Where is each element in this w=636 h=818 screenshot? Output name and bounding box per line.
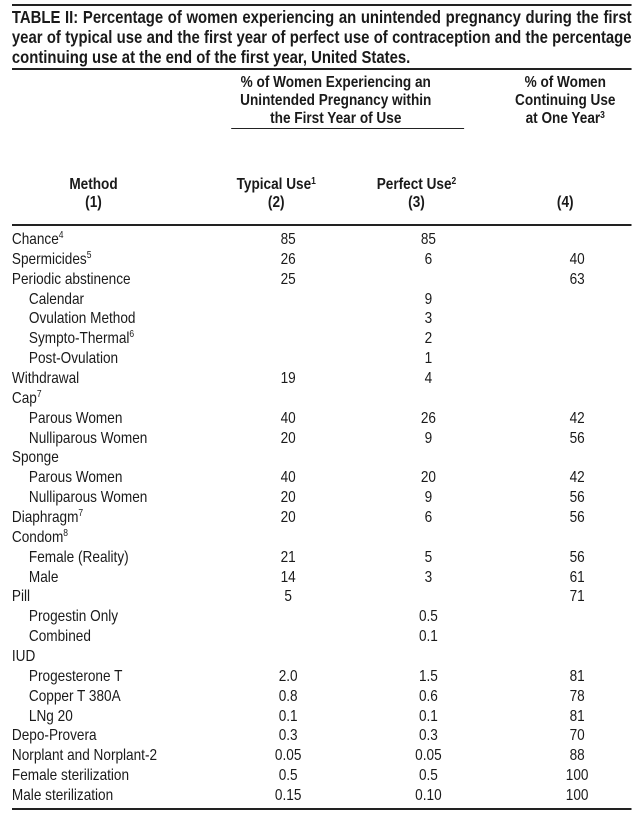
method-cell <box>29 687 121 707</box>
continuing-use-cell: 78 <box>569 687 585 705</box>
typical-use-cell: 0.15 <box>274 787 302 805</box>
perfect-use-cell: 85 <box>420 231 436 248</box>
table-row <box>12 389 632 409</box>
method-cell <box>29 409 122 429</box>
header-line: % of Women Experiencing an <box>240 74 431 91</box>
perfect-use-cell: 1.5 <box>418 667 438 685</box>
method-cell <box>29 468 122 488</box>
column-number: (4) <box>556 194 574 211</box>
table-row <box>12 349 632 369</box>
table-row <box>12 548 632 568</box>
header-line: the First Year of Use <box>270 110 402 127</box>
method-cell <box>29 329 134 349</box>
perfect-use-header <box>357 176 476 212</box>
method-name: Progestin Only <box>28 608 119 626</box>
method-cell <box>29 290 84 310</box>
method-name: Sponge <box>11 449 59 467</box>
table-row <box>12 528 632 548</box>
table-row <box>12 587 632 607</box>
perfect-use-cell: 1 <box>424 350 433 368</box>
method-name: Progesterone T <box>28 667 123 685</box>
typical-use-header <box>217 176 336 212</box>
table-body <box>12 230 632 806</box>
table-row <box>12 488 632 508</box>
footnote-marker: 7 <box>78 508 84 520</box>
header-line: Continuing Use <box>515 92 616 109</box>
table-row <box>12 746 632 766</box>
method-name: Norplant and Norplant-2 <box>11 747 158 765</box>
continuing-use-cell: 70 <box>569 727 585 745</box>
perfect-use-cell: 0.10 <box>415 787 442 805</box>
table-row <box>12 707 632 727</box>
method-name: Condom <box>11 528 64 546</box>
continuing-use-cell: 81 <box>569 667 585 685</box>
method-header <box>34 176 153 212</box>
table-row <box>12 429 632 449</box>
table-row <box>12 329 632 349</box>
continuing-use-cell: 42 <box>569 469 585 487</box>
method-name: Periodic abstinence <box>11 270 131 288</box>
table-row <box>12 270 632 290</box>
perfect-use-cell: 6 <box>424 509 433 527</box>
pregnancy-group-header <box>221 74 451 128</box>
table-row <box>12 627 632 647</box>
method-name: LNg 20 <box>28 707 73 725</box>
method-name: Spermicides <box>11 250 87 268</box>
perfect-use-cell: 0.3 <box>418 727 438 745</box>
typical-use-cell: 0.1 <box>278 707 298 725</box>
perfect-label: Perfect Use <box>376 176 452 193</box>
method-name: Parous Women <box>28 469 123 487</box>
method-name: Nulliparous Women <box>28 489 148 507</box>
continuing-use-cell: 81 <box>569 707 585 725</box>
typical-use-cell: 14 <box>280 568 296 586</box>
perfect-use-cell: 5 <box>424 548 433 566</box>
typical-use-cell: 40 <box>280 409 296 427</box>
table-row <box>12 448 632 468</box>
method-name: Sympto-Thermal <box>28 330 130 348</box>
header-line: % of Women <box>524 74 606 91</box>
perfect-use-cell: 0.1 <box>418 628 438 646</box>
typical-use-cell: 20 <box>280 429 296 447</box>
method-name: Post-Ovulation <box>28 350 119 368</box>
method-name: Parous Women <box>28 409 123 427</box>
method-name: Ovulation Method <box>28 310 136 328</box>
typical-use-cell: 19 <box>280 370 296 388</box>
column-number: (2) <box>267 194 285 211</box>
method-cell <box>29 568 58 588</box>
continuing-use-cell: 100 <box>565 767 589 785</box>
table-title: TABLE II: Percentage of women experiencing an unintended pregnancy during the first year of typical use and the first year of perfect use of contraception and the percentage continuing use at the end of the first year, United States. <box>11 7 632 67</box>
method-name: Combined <box>28 628 91 646</box>
continuing-use-cell: 42 <box>569 409 585 427</box>
continuing-header <box>506 194 625 212</box>
typical-use-cell: 0.05 <box>274 747 302 765</box>
table-row <box>12 369 632 389</box>
method-cell <box>29 429 147 449</box>
perfect-use-cell: 9 <box>424 290 433 308</box>
continuing-group-header <box>493 74 636 128</box>
continuing-use-cell: 88 <box>569 747 585 765</box>
method-name: Withdrawal <box>11 370 80 388</box>
method-name: IUD <box>11 648 36 666</box>
perfect-use-cell: 0.6 <box>418 687 438 705</box>
column-number: (1) <box>85 194 102 211</box>
continuing-use-cell: 100 <box>565 787 589 805</box>
method-cell <box>12 528 68 548</box>
footnote-marker: 6 <box>129 329 135 341</box>
table-row <box>12 647 632 667</box>
perfect-use-cell: 3 <box>424 568 433 586</box>
method-cell <box>12 389 42 409</box>
perfect-use-cell: 0.5 <box>418 767 438 785</box>
table-row <box>12 667 632 687</box>
perfect-use-cell: 20 <box>420 469 436 487</box>
method-cell <box>29 349 118 369</box>
method-name: Pill <box>11 588 31 606</box>
table-row <box>12 409 632 429</box>
typical-use-cell: 21 <box>280 548 296 566</box>
perfect-use-cell: 0.5 <box>418 608 438 626</box>
typical-use-cell: 2.0 <box>278 667 298 685</box>
method-cell <box>12 587 30 607</box>
continuing-use-cell: 40 <box>569 250 585 268</box>
continuing-use-cell: 63 <box>569 270 585 288</box>
table-row <box>12 250 632 270</box>
continuing-use-cell: 61 <box>569 568 585 586</box>
column-number: (3) <box>408 194 425 211</box>
table-row <box>12 230 632 250</box>
method-cell <box>12 448 59 468</box>
typical-use-cell: 20 <box>280 489 296 507</box>
perfect-use-cell: 6 <box>424 250 433 268</box>
table-row <box>12 786 632 806</box>
continuing-use-cell: 56 <box>569 509 585 527</box>
typical-use-cell: 20 <box>280 509 296 527</box>
method-cell <box>12 369 79 389</box>
title-rule <box>12 68 632 70</box>
method-cell <box>12 766 129 786</box>
method-cell <box>12 786 113 806</box>
typical-use-cell: 40 <box>280 469 296 487</box>
header-rule <box>12 224 632 226</box>
footnote-marker: 3 <box>600 110 605 121</box>
method-name: Female (Reality) <box>28 548 129 566</box>
continuing-use-cell: 56 <box>569 489 585 507</box>
group-underline <box>231 128 464 129</box>
footnote-marker: 2 <box>451 176 457 187</box>
continuing-use-cell: 56 <box>569 429 585 447</box>
method-name: Nulliparous Women <box>28 429 148 447</box>
perfect-use-cell: 0.1 <box>418 707 438 725</box>
method-cell <box>29 548 129 568</box>
method-cell <box>12 270 131 290</box>
perfect-use-cell: 3 <box>424 310 433 328</box>
footnote-marker: 1 <box>311 176 316 187</box>
method-cell <box>29 627 91 647</box>
typical-use-cell: 5 <box>284 588 292 606</box>
method-name: Cap <box>11 389 37 407</box>
method-cell <box>29 488 147 508</box>
method-cell <box>29 707 73 727</box>
method-cell <box>12 647 35 667</box>
header-line: Unintended Pregnancy within <box>240 92 432 109</box>
table-row <box>12 568 632 588</box>
header-line: at One Year <box>525 110 601 127</box>
typical-label: Typical Use <box>236 176 312 193</box>
table-row <box>12 309 632 329</box>
typical-use-cell: 26 <box>280 250 296 268</box>
footnote-marker: 5 <box>86 249 92 261</box>
typical-use-cell: 0.8 <box>278 687 298 705</box>
method-name: Male sterilization <box>11 787 114 805</box>
method-name: Diaphragm <box>11 509 79 527</box>
table-row <box>12 508 632 528</box>
method-cell <box>29 309 136 329</box>
footnote-marker: 4 <box>58 230 64 241</box>
method-cell <box>12 250 92 270</box>
table-row <box>12 726 632 746</box>
top-rule <box>12 4 632 6</box>
method-cell <box>12 508 83 528</box>
bottom-rule <box>12 808 632 810</box>
method-cell <box>12 726 97 746</box>
table-row <box>12 290 632 310</box>
footnote-marker: 8 <box>63 527 69 539</box>
typical-use-cell: 25 <box>280 270 296 288</box>
perfect-use-cell: 26 <box>420 409 436 427</box>
method-name: Female sterilization <box>11 767 130 785</box>
perfect-use-cell: 9 <box>424 489 433 507</box>
method-name: Depo-Provera <box>11 727 97 745</box>
table-row <box>12 468 632 488</box>
method-cell <box>12 746 157 766</box>
method-name: Chance <box>11 231 59 248</box>
continuing-use-cell: 71 <box>569 588 585 606</box>
table-row <box>12 687 632 707</box>
perfect-use-cell: 9 <box>424 429 433 447</box>
continuing-use-cell: 56 <box>569 548 585 566</box>
perfect-use-cell: 4 <box>424 370 433 388</box>
typical-use-cell: 0.3 <box>278 727 298 745</box>
method-name: Calendar <box>28 290 85 308</box>
method-label: Method <box>69 176 118 193</box>
typical-use-cell: 85 <box>280 231 296 248</box>
typical-use-cell: 0.5 <box>278 767 298 785</box>
method-cell <box>12 230 64 250</box>
footnote-marker: 7 <box>36 388 42 400</box>
method-cell <box>29 607 118 627</box>
table-row <box>12 766 632 786</box>
table-row <box>12 607 632 627</box>
perfect-use-cell: 0.05 <box>415 747 442 765</box>
method-name: Male <box>28 568 59 586</box>
method-cell <box>29 667 123 687</box>
method-name: Copper T 380A <box>28 687 121 705</box>
perfect-use-cell: 2 <box>424 330 433 348</box>
